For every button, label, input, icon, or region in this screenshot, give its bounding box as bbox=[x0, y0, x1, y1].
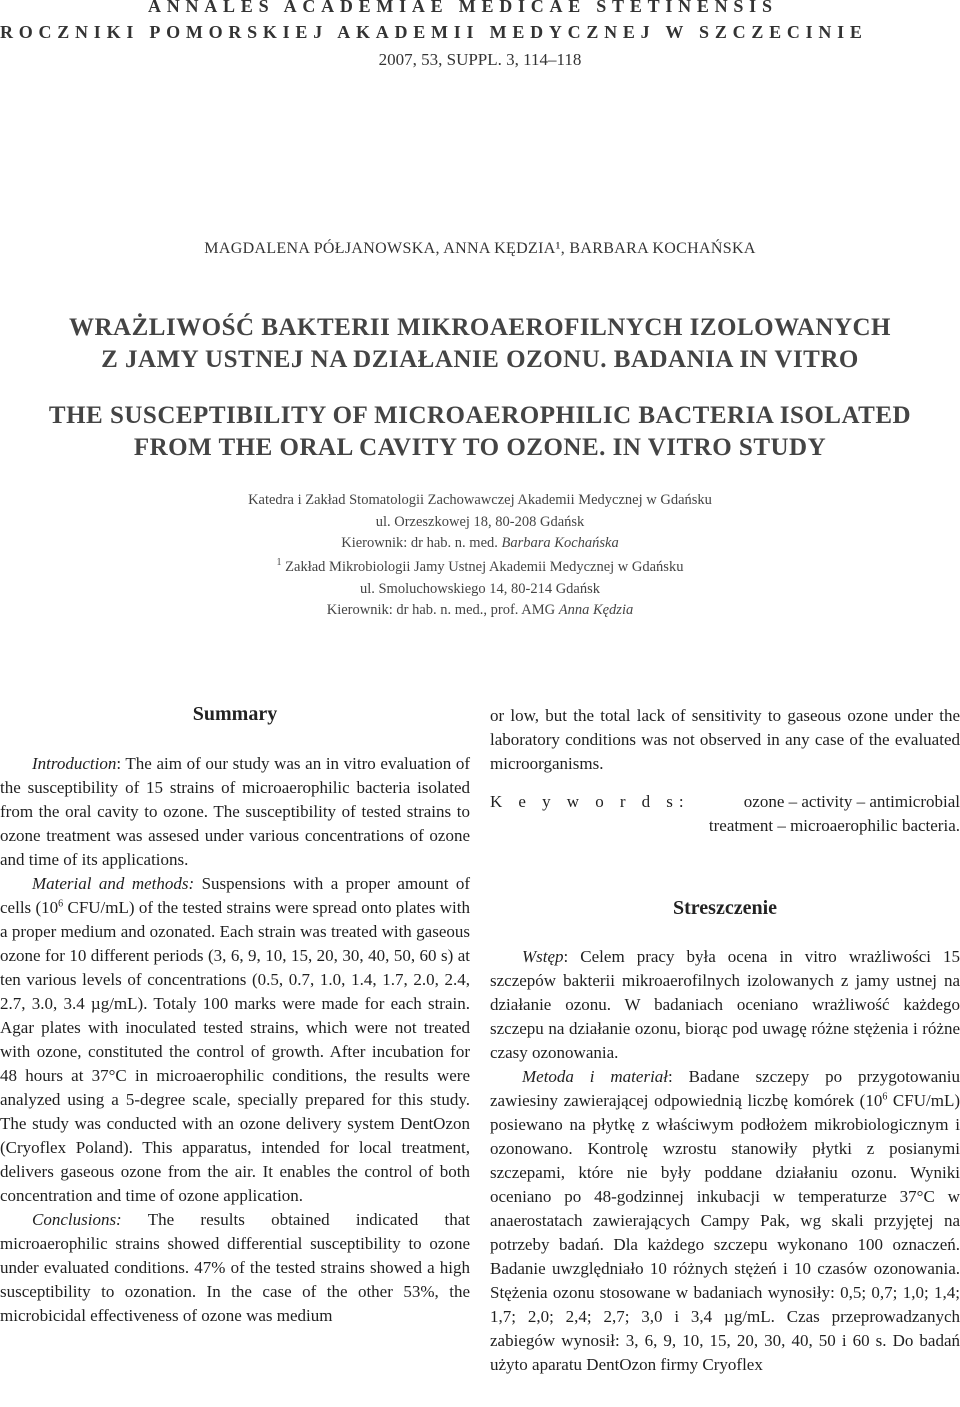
title-english bbox=[0, 400, 960, 464]
metoda-label: Metoda i materiał bbox=[522, 1067, 669, 1086]
methods-text-b: CFU/mL) of the tested strains were spread onto plates with a proper medium and ozonated. Each strain was treated with gaseous ozone for 10 different periods (3, 6, 9, 10, 15, 20, 30, 40, 50, 60 s) at ten various levels of concentrations (0.5, 0.7, 1.0, 1.4, 1.7, 2.0, 2.4, 2.7, 3.0, 3.4 µg/mL). Totaly 100 marks were made for each strain. Agar plates with inoculated tested strains, which were not treated with ozone, constituted the control of growth. After incubation for 48 hours at 37°C in microaerophilic conditions, the results were analyzed using a 5-degree scale, specially prepared for this study. The study was conducted with an ozone delivery system DentOzon (Cryoflex Poland). This apparatus, intended for local treatment, delivers gaseous ozone from the air. It enables the control of both concentration and time of ozone application. bbox=[0, 898, 470, 1205]
affiliation-2 bbox=[0, 557, 960, 622]
title-polish bbox=[0, 312, 960, 376]
affiliation-1-department: Katedra i Zakład Stomatologii Zachowawczej Akademii Medycznej w Gdańsku bbox=[248, 492, 712, 508]
metoda-text-a: : Badane szczepy po przygotowaniu zawiesiny zawierającej odpowiednią liczbę komórek (10 bbox=[490, 1067, 960, 1110]
affiliation-1-address: ul. Orzeszkowej 18, 80-208 Gdańsk bbox=[375, 513, 585, 530]
keywords-text: ozone – activity – antimicrobial treatment – microaerophilic bacteria. bbox=[708, 792, 960, 835]
title-english-line: FROM THE ORAL CAVITY TO OZONE. IN VITRO STUDY bbox=[133, 434, 827, 461]
title-english-line: THE SUSCEPTIBILITY OF MICROAEROPHILIC BACTERIA ISOLATED bbox=[48, 402, 912, 429]
summary-conclusions bbox=[0, 1208, 470, 1328]
author-list: MAGDALENA PÓŁJANOWSKA, ANNA KĘDZIA¹, BARBARA KOCHAŃSKA bbox=[204, 240, 756, 257]
methods-text-a: Suspensions with a proper amount of cells (10 bbox=[0, 874, 470, 917]
summary-continued bbox=[490, 704, 960, 838]
streszczenie-metoda bbox=[490, 1065, 960, 1377]
introduction-label: Introduction bbox=[32, 754, 117, 773]
head-name: Anna Kędzia bbox=[558, 602, 634, 618]
streszczenie-wstep bbox=[490, 945, 960, 1065]
summary-body bbox=[0, 752, 470, 1328]
keywords bbox=[490, 790, 960, 838]
head-prefix: Kierownik: dr hab. n. med., prof. AMG bbox=[326, 602, 559, 618]
streszczenie-heading: Streszczenie bbox=[672, 897, 778, 919]
methods-label: Material and methods: bbox=[32, 874, 195, 893]
affiliation-2-address: ul. Smoluchowskiego 14, 80-214 Gdańsk bbox=[359, 580, 601, 597]
title-polish-line: WRAŻLIWOŚĆ BAKTERII MIKROAEROFILNYCH IZOLOWANYCH bbox=[68, 314, 892, 341]
conclusions-label: Conclusions: bbox=[32, 1210, 122, 1229]
affiliation-1 bbox=[0, 490, 960, 555]
streszczenie-body bbox=[490, 945, 960, 1377]
title-polish-line: Z JAMY USTNEJ NA DZIAŁANIE OZONU. BADANIA IN VITRO bbox=[101, 346, 859, 373]
summary-heading: Summary bbox=[192, 703, 278, 725]
conclusions-text: The results obtained indicated that microaerophilic strains showed differential susceptibility to ozone under evaluated conditions. 47% of the tested strains showed a high susceptibility to ozonation. In the case of the other 53%, the microbicidal effectiveness of ozone was medium bbox=[0, 1210, 470, 1325]
affiliation-2-head bbox=[0, 600, 960, 622]
metoda-exponent: 6 bbox=[882, 1091, 888, 1103]
journal-name-polish: ROCZNIKI POMORSKIEJ AKADEMII MEDYCZNEJ W SZCZECINIE bbox=[0, 22, 868, 42]
conclusions-continued: or low, but the total lack of sensitivity to gaseous ozone under the laboratory conditions was not observed in any case of the evaluated microorganisms. bbox=[490, 706, 960, 773]
head-prefix: Kierownik: dr hab. n. med. bbox=[341, 535, 502, 551]
volume-info: 2007, 53, SUPPL. 3, 114–118 bbox=[378, 50, 582, 69]
methods-exponent: 6 bbox=[58, 898, 64, 910]
summary-methods bbox=[0, 872, 470, 1208]
affiliation-2-department-text: Zakład Mikrobiologii Jamy Ustnej Akademii Medycznej w Gdańsku bbox=[285, 559, 684, 575]
journal-name-latin: ANNALES ACADEMIAE MEDICAE STETINENSIS bbox=[148, 0, 778, 16]
affiliation-2-department bbox=[0, 557, 960, 579]
metoda-text-b: CFU/mL) posiewano na płytkę z właściwym podłożem mikrobiologicznym i ozonowano. Kontrolę wzrostu stanowiły płytki z posianymi szczepami, które nie były poddane działaniu ozonu. Wyniki oceniano po 48-godzinnej inkubacji w temperaturze 37°C w anaerostatach zawierających Campy Pak, wg skali przyjętej na potrzeby badań. Dla każdego szczepu wykonano 100 oznaczeń. Badanie uwzględniało 10 różnych stężeń i 10 czasów ozonowania. Stężenia ozonu stosowane w badaniach wynosiły: 0,5; 0,7; 1,0; 1,4; 1,7; 2,0; 2,4; 2,7; 3,0 i 3,4 µg/mL. Czas przeprowadzanych zabiegów wynosił: 3, 6, 9, 10, 15, 20, 30, 40, 50 i 60 s. Do badań użyto aparatu DentOzon firmy Cryoflex bbox=[490, 1091, 960, 1374]
wstep-label: Wstęp bbox=[522, 947, 564, 966]
head-name: Barbara Kochańska bbox=[501, 535, 619, 551]
affiliation-marker: 1 bbox=[276, 557, 282, 569]
summary-introduction bbox=[0, 752, 470, 872]
introduction-text: : The aim of our study was an in vitro evaluation of the susceptibility of 15 strains of microaerophilic bacteria isolated from the oral cavity to ozone. The susceptibility of tested strains to ozone treatment was assesed under various concentrations of ozone and time of its applications. bbox=[0, 754, 470, 869]
wstep-text: : Celem pracy była ocena in vitro wrażliwości 15 szczepów bakterii mikroaerofilnych izolowanych z jamy ustnej na działanie ozonu. W badaniach oceniano wrażliwość każdego szczepu na działanie ozonu, biorąc pod uwagę różne stężenia i różne czasy ozonowania. bbox=[490, 947, 960, 1062]
keywords-label: K e y w o r d s: bbox=[490, 792, 690, 811]
affiliation-1-head bbox=[0, 533, 960, 555]
